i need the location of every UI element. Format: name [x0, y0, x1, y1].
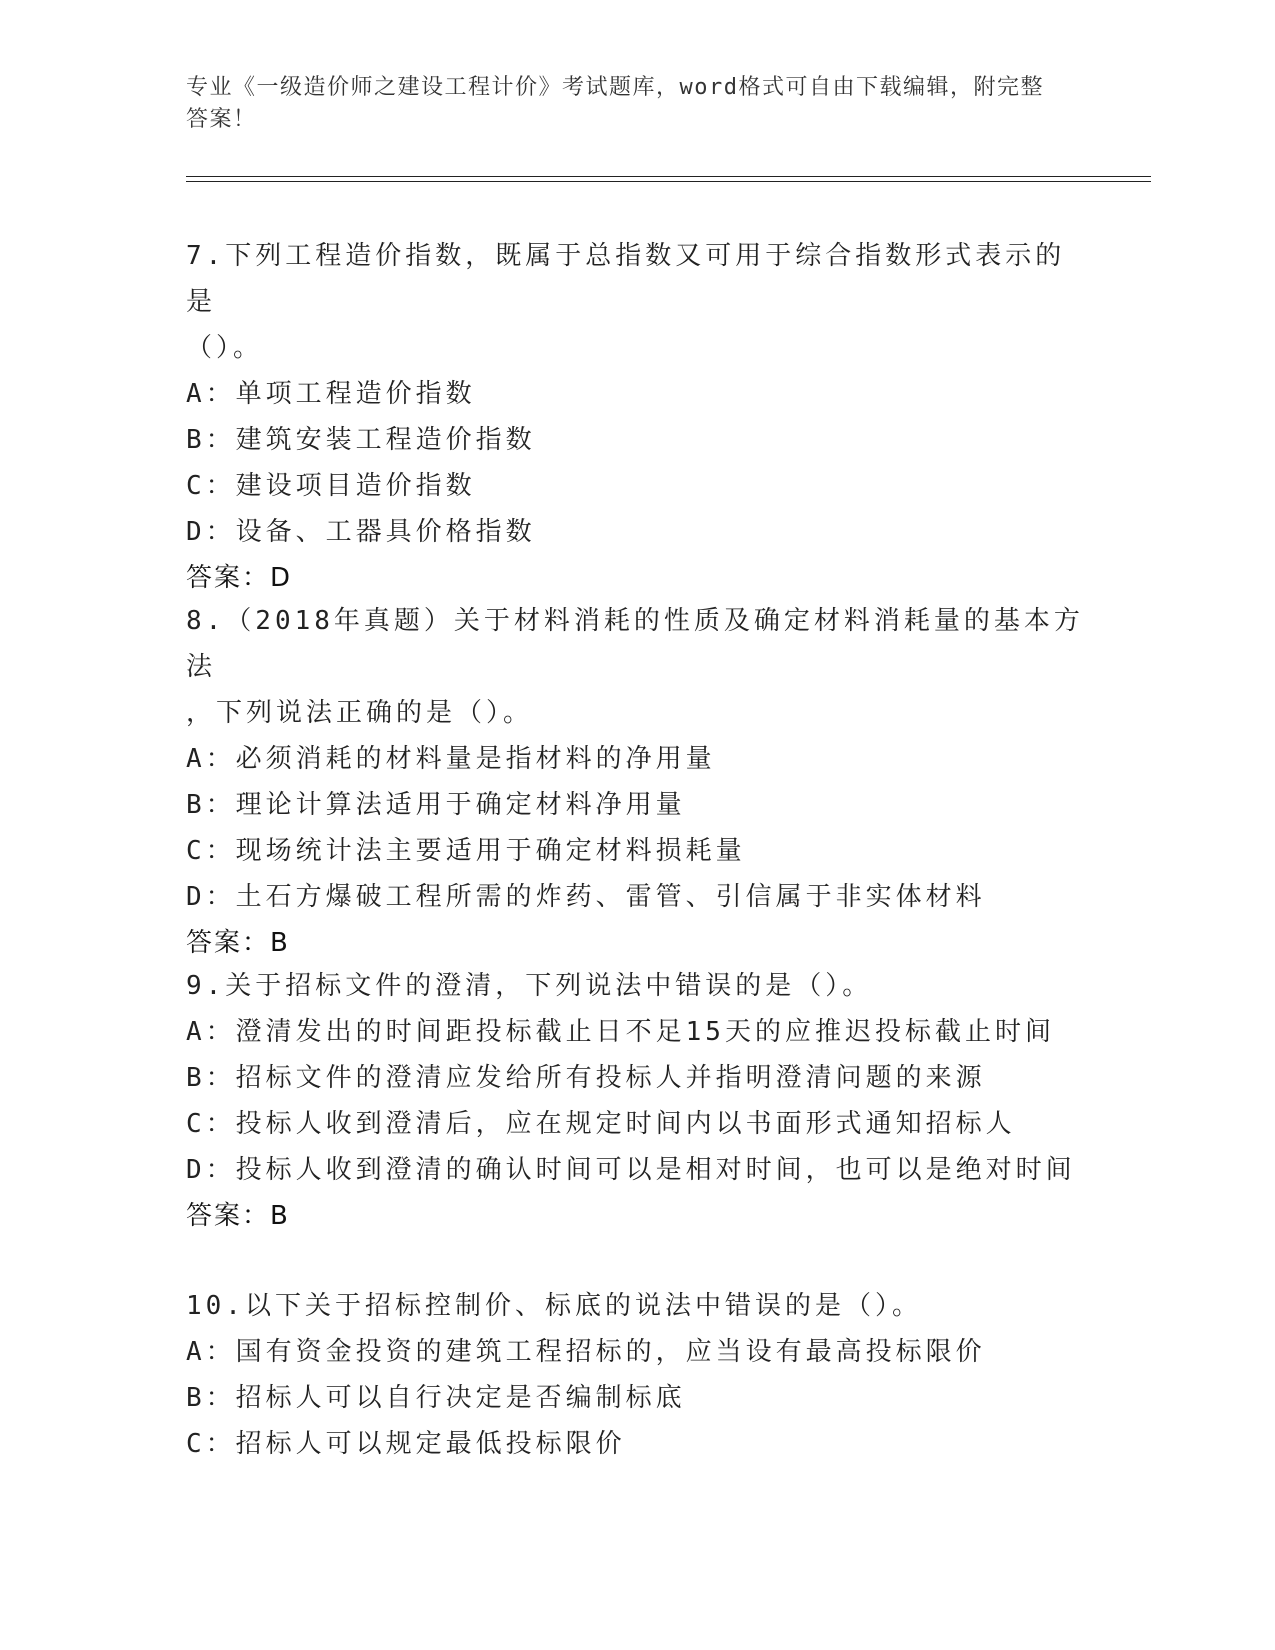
answer: 答案：D	[186, 563, 293, 593]
question-8	[186, 598, 1086, 966]
question-stem: 7.下列工程造价指数，既属于总指数又可用于综合指数形式表示的是	[186, 241, 1066, 317]
answer: 答案：B	[186, 928, 290, 958]
option-b: B：理论计算法适用于确定材料净用量	[186, 790, 686, 820]
question-7	[186, 233, 1086, 601]
option-a: A：必须消耗的材料量是指材料的净用量	[186, 744, 716, 774]
question-stem: 9.关于招标文件的澄清，下列说法中错误的是（）。	[186, 971, 873, 1001]
option-b: B：招标人可以自行决定是否编制标底	[186, 1383, 686, 1413]
question-9	[186, 963, 1086, 1239]
question-stem-continued: ，下列说法正确的是（）。	[186, 698, 534, 728]
document-header: 专业《一级造价师之建设工程计价》考试题库，word格式可自由下载编辑，附完整答案！	[186, 75, 1044, 132]
header-divider-bottom	[186, 181, 1151, 182]
option-c: C：投标人收到澄清后，应在规定时间内以书面形式通知招标人	[186, 1109, 1016, 1139]
option-a: A：国有资金投资的建筑工程招标的，应当设有最高投标限价	[186, 1337, 986, 1367]
option-b: B：建筑安装工程造价指数	[186, 425, 536, 455]
option-d: D：土石方爆破工程所需的炸药、雷管、引信属于非实体材料	[186, 882, 986, 912]
header-divider-top	[186, 176, 1151, 177]
option-c: C：建设项目造价指数	[186, 471, 476, 501]
question-stem-continued: （）。	[186, 333, 264, 363]
option-b: B：招标文件的澄清应发给所有投标人并指明澄清问题的来源	[186, 1063, 986, 1093]
question-stem: 10.以下关于招标控制价、标底的说法中错误的是（）。	[186, 1291, 922, 1321]
option-a: A：单项工程造价指数	[186, 379, 476, 409]
option-c: C：现场统计法主要适用于确定材料损耗量	[186, 836, 746, 866]
option-d: D：投标人收到澄清的确认时间可以是相对时间，也可以是绝对时间	[186, 1155, 1076, 1185]
option-c: C：招标人可以规定最低投标限价	[186, 1429, 626, 1459]
question-10	[186, 1283, 1086, 1467]
question-stem: 8.（2018年真题）关于材料消耗的性质及确定材料消耗量的基本方法	[186, 606, 1084, 682]
option-d: D：设备、工器具价格指数	[186, 517, 536, 547]
option-a: A：澄清发出的时间距投标截止日不足15天的应推迟投标截止时间	[186, 1017, 1055, 1047]
answer: 答案：B	[186, 1201, 290, 1231]
